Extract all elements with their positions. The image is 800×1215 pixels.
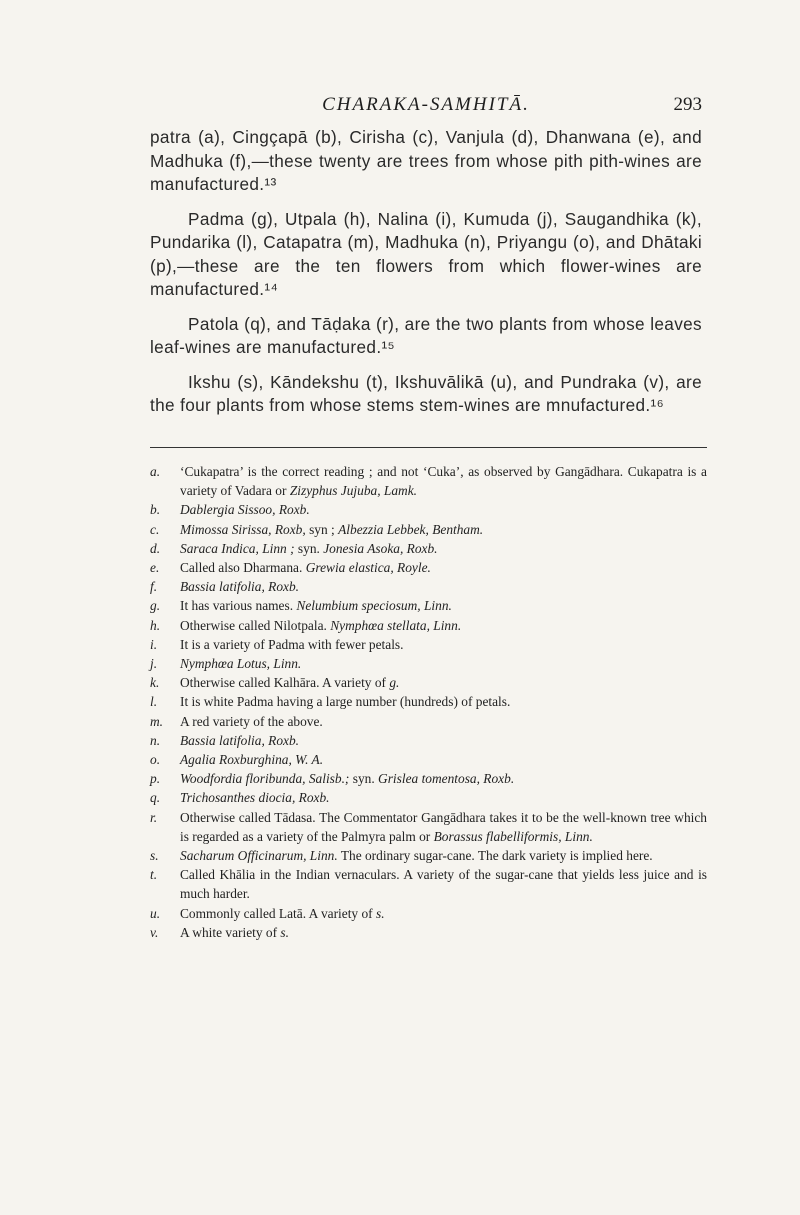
footnote — [150, 654, 707, 673]
footnote-text — [180, 558, 707, 577]
paragraph: Ikshu (s), Kāndekshu (t), Ikshuvālikā (u), and Pundraka (v), are the four plants from whose stems stem-wines are mnufactured.¹⁶ — [150, 371, 702, 415]
footnote-roman: It has various names. — [180, 598, 297, 614]
footnote-italic: Nymphœa Lotus, Linn. — [180, 656, 302, 672]
footnote-label: s. — [150, 848, 159, 864]
footnote — [150, 808, 707, 846]
footnote — [150, 712, 707, 731]
footnote — [150, 635, 707, 654]
footnote-italic: Nelumbium speciosum, Linn. — [296, 598, 452, 614]
footnote — [150, 731, 707, 750]
paragraph: patra (a), Cingçapā (b), Cirisha (c), Vanjula (d), Dhanwana (e), and Madhuka (f),—these twenty are trees from whose pith pith-wines are manufactured.¹³ — [150, 127, 702, 194]
footnote-text — [180, 577, 707, 596]
footnote-text — [180, 616, 707, 635]
footnote-roman: Called Khālia in the Indian vernaculars. A variety of the sugar-cane that yields less juice and is much harder. — [180, 867, 707, 902]
footnote — [150, 865, 707, 903]
footnote-text — [180, 654, 707, 673]
footnote-roman: syn. — [349, 771, 379, 787]
footnotes — [150, 462, 707, 942]
footnote-text — [180, 673, 707, 692]
footnote-label: b. — [150, 502, 161, 518]
footnote — [150, 673, 707, 692]
footnote-roman: It is a variety of Padma with fewer petals. — [180, 636, 404, 652]
footnote — [150, 500, 707, 519]
footnote-italic: Dablergia Sissoo, Roxb. — [180, 502, 310, 518]
footnote-label: v. — [150, 924, 159, 940]
footnote — [150, 769, 707, 788]
paragraph: Padma (g), Utpala (h), Nalina (i), Kumuda (j), Saugandhika (k), Pundarika (l), Catapatra (m), Madhuka (n), Priyangu (o), and Dhātaki (p),—these are the ten flowers from which flower-wines are manufactured.¹⁴ — [150, 208, 702, 299]
footnote-roman: ‘Cukapatra’ is the correct reading ; and not ‘Cuka’, as observed by Gangādhara. Cukapatra is a variety of Vadara or — [180, 464, 707, 499]
footnote-label: u. — [150, 905, 161, 921]
footnote-text — [180, 731, 707, 750]
main-text — [150, 126, 702, 429]
page-number: 293 — [673, 94, 702, 115]
footnote-italic: Sacharum Officinarum, Linn. — [180, 848, 338, 864]
footnote-text — [180, 769, 707, 788]
footnote-label: p. — [150, 771, 161, 787]
footnote — [150, 462, 707, 500]
footnote-italic: Woodfordia floribunda, Salisb.; — [180, 771, 350, 787]
footnote-text — [180, 712, 707, 731]
footnote-text — [180, 904, 707, 923]
footnote-italic: g. — [389, 675, 400, 691]
footnote-text — [180, 788, 707, 807]
footnote-divider — [150, 447, 707, 448]
footnote-italic: Zizyphus Jujuba, Lamk. — [289, 483, 418, 499]
footnote — [150, 788, 707, 807]
footnote-label: m. — [150, 713, 164, 729]
footnote-italic: Grislea tomentosa, Roxb. — [378, 771, 515, 787]
footnote-italic: Nymphœa stellata, Linn. — [330, 617, 462, 633]
running-title: CHARAKA-SAMHITĀ. — [322, 94, 530, 115]
page-header — [150, 94, 702, 124]
footnote-text — [180, 865, 707, 903]
footnote-label: i. — [150, 636, 158, 652]
footnote-text — [180, 692, 707, 711]
footnote-text — [180, 808, 707, 846]
footnote-label: t. — [150, 867, 158, 883]
footnote-text — [180, 846, 707, 865]
footnote-italic: Albezzia Lebbek, Bentham. — [338, 521, 484, 537]
footnote-italic: Bassia latifolia, Roxb. — [180, 579, 300, 595]
footnote-roman: A white variety of — [180, 924, 281, 940]
footnote — [150, 750, 707, 769]
footnote-label: j. — [150, 656, 158, 672]
footnote-label: k. — [150, 675, 160, 691]
footnote-italic: Grewia elastica, Royle. — [305, 560, 431, 576]
footnote-roman: Called also Dharmana. — [180, 560, 306, 576]
footnote-roman: It is white Padma having a large number (hundreds) of petals. — [180, 694, 511, 710]
footnote-italic: Jonesia Asoka, Roxb. — [323, 540, 438, 556]
footnote-roman: Otherwise called Kalhāra. A variety of — [180, 675, 390, 691]
footnote-label: f. — [150, 579, 158, 595]
footnote-roman: The ordinary sugar-cane. The dark variety is implied here. — [337, 848, 653, 864]
footnote — [150, 846, 707, 865]
footnote-italic: Borassus flabelliformis, Linn. — [433, 828, 593, 844]
footnote-label: e. — [150, 560, 160, 576]
footnote-label: l. — [150, 694, 158, 710]
footnote — [150, 520, 707, 539]
footnote — [150, 577, 707, 596]
footnote-roman: Otherwise called Nilotpala. — [180, 617, 331, 633]
footnote-label: n. — [150, 732, 161, 748]
footnote-text — [180, 596, 707, 615]
footnote-roman: syn. — [294, 540, 324, 556]
footnote-label: q. — [150, 790, 161, 806]
footnote-italic: Agalia Roxburghina, W. A. — [180, 752, 324, 768]
footnote-label: a. — [150, 464, 161, 479]
footnote — [150, 616, 707, 635]
footnote-italic: Mimossa Sirissa, Roxb, — [180, 521, 306, 537]
paragraph: Patola (q), and Tāḍaka (r), are the two plants from whose leaves leaf-wines are manufactured.¹⁵ — [150, 313, 702, 357]
footnote-text — [180, 539, 707, 558]
footnote-roman: Commonly called Latā. A variety of — [180, 905, 376, 921]
footnote-italic: Bassia latifolia, Roxb. — [180, 732, 300, 748]
footnote-label: o. — [150, 752, 161, 768]
footnote-roman: A red variety of the above. — [180, 713, 323, 729]
footnote-text — [180, 462, 707, 500]
footnote — [150, 692, 707, 711]
footnote — [150, 596, 707, 615]
footnote-label: h. — [150, 617, 161, 633]
footnote — [150, 923, 707, 942]
footnote-roman: Otherwise called Tādasa. The Commentator Gangādhara takes it to be the well-known tree which is regarded as a variety of the Palmyra palm or — [180, 809, 707, 844]
footnote — [150, 904, 707, 923]
footnote-text — [180, 923, 707, 942]
footnote-label: g. — [150, 598, 161, 614]
footnote — [150, 539, 707, 558]
footnote-text — [180, 520, 707, 539]
footnote-text — [180, 500, 707, 519]
footnote-italic: Saraca Indica, Linn ; — [180, 540, 295, 556]
footnote-label: r. — [150, 809, 158, 825]
footnote-roman: syn ; — [305, 521, 339, 537]
footnote-italic: s. — [375, 905, 385, 921]
footnote-italic: Trichosanthes diocia, Roxb. — [180, 790, 330, 806]
footnote-text — [180, 635, 707, 654]
footnote-label: c. — [150, 521, 160, 537]
footnote-text — [180, 750, 707, 769]
footnote-italic: s. — [280, 924, 289, 940]
footnote — [150, 558, 707, 577]
footnote-label: d. — [150, 540, 161, 556]
